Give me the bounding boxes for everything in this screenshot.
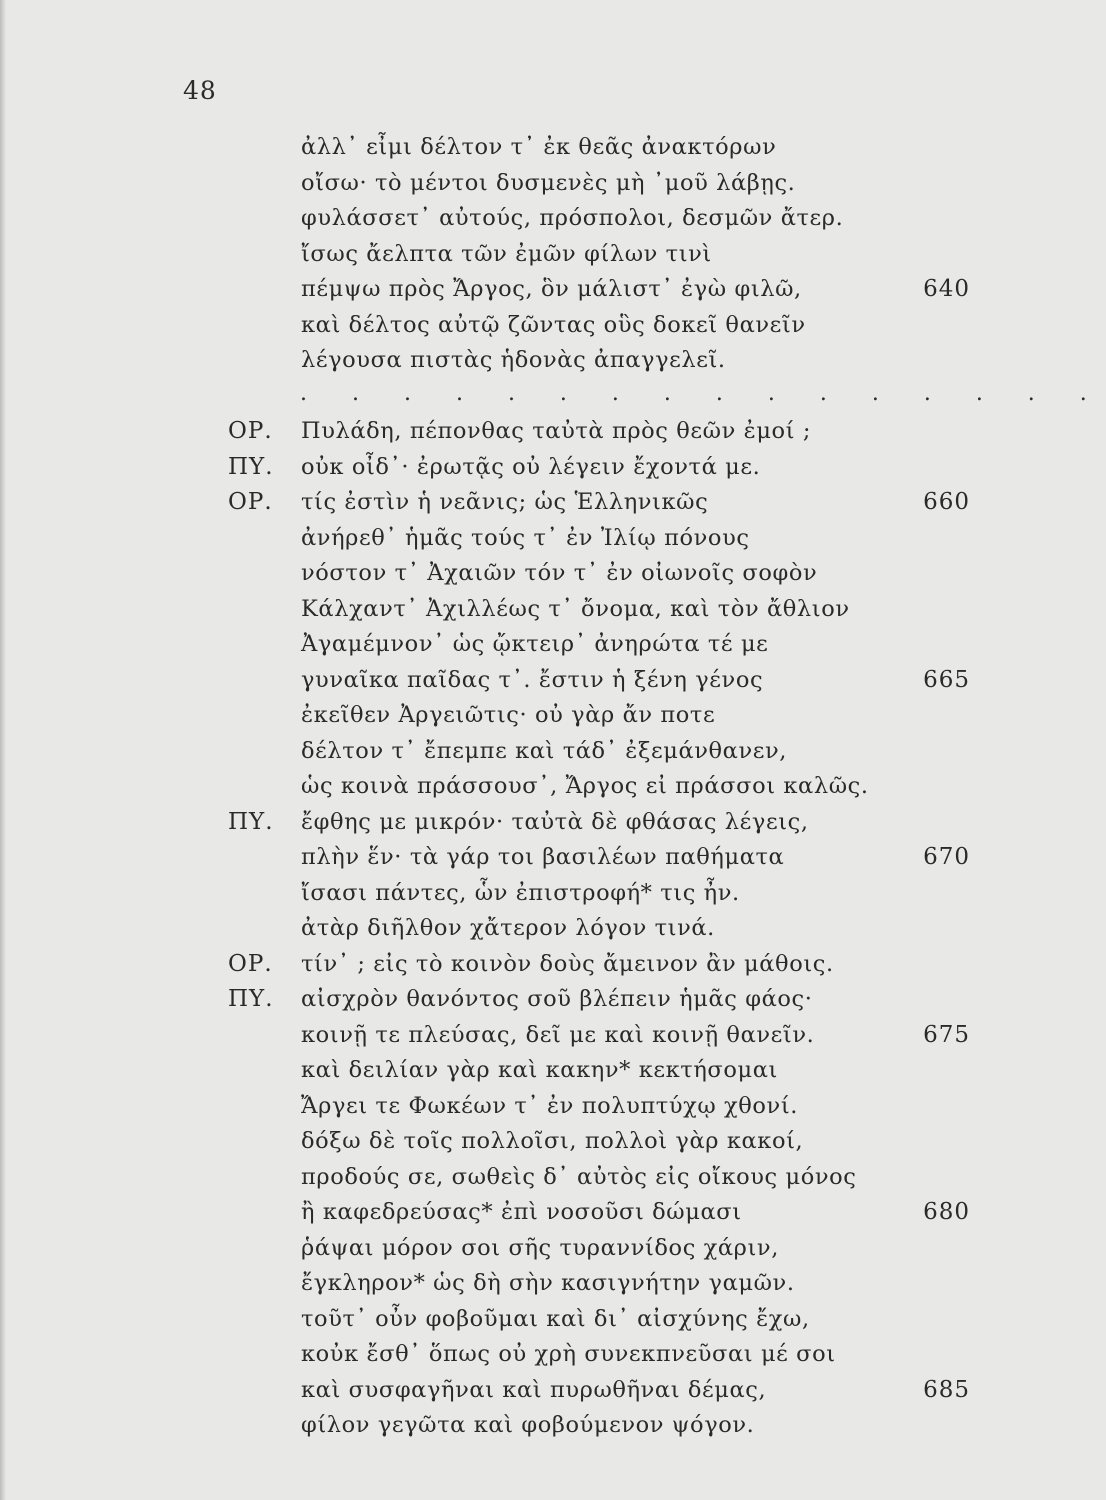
verse-text: ἔφθης με μικρόν· ταὐτὰ δὲ φθάσας λέγεις, — [301, 808, 809, 835]
verse-text: γυναῖκα παῖδας τ᾽. ἔστιν ἡ ξένη γένος — [301, 666, 764, 693]
page-number: 48 — [183, 76, 217, 105]
verse-line — [0, 199, 978, 235]
verse-line — [0, 1087, 978, 1123]
verse-text: ἔγκληρον* ὡς δὴ σὴν κασιγνήτην γαμῶν. — [301, 1270, 795, 1296]
verse-text-block — [0, 128, 1106, 1442]
verse-text: τοῦτ᾽ οὖν φοβοῦμαι καὶ δι᾽ αἰσχύνης ἔχω, — [301, 1305, 810, 1332]
verse-line — [0, 448, 978, 484]
verse-text: κοὐκ ἔσθ᾽ ὅπως οὐ χρὴ συνεκπνεῦσαι μέ σοι — [301, 1341, 836, 1367]
verse-line — [0, 1300, 978, 1336]
verse-text: πέμψω πρὸς Ἄργος, ὃν μάλιστ᾽ ἐγὼ φιλῶ, — [301, 276, 802, 302]
verse-text: νόστον τ᾽ Ἀχαιῶν τόν τ᾽ ἐν οἰωνοῖς σοφὸν — [301, 560, 818, 586]
verse-text: προδούς σε, σωθεὶς δ᾽ αὐτὸς εἰς οἴκους μόνος — [301, 1163, 857, 1190]
verse-text: φυλάσσετ᾽ αὐτούς, πρόσπολοι, δεσμῶν ἄτερ. — [301, 205, 844, 231]
verse-line — [0, 128, 978, 164]
verse-text: ἴσως ἄελπτα τῶν ἐμῶν φίλων τινὶ — [301, 240, 712, 267]
verse-line — [0, 590, 978, 626]
verse-text: φίλον γεγῶτα καὶ φοβούμενον ψόγον. — [301, 1412, 755, 1438]
verse-line — [0, 1229, 978, 1265]
verse-line — [0, 874, 978, 910]
verse-text: ἀλλ᾽ εἶμι δέλτον τ᾽ ἐκ θεᾶς ἀνακτόρων — [301, 134, 777, 160]
speaker-label: ΠΥ. — [228, 986, 274, 1012]
verse-line — [0, 838, 978, 874]
verse-line — [0, 1335, 978, 1371]
verse-line — [0, 1264, 978, 1300]
speaker-label: ΟΡ. — [228, 489, 273, 515]
verse-text: Ἀγαμέμνον᾽ ὡς ᾤκτειρ᾽ ἀνηρώτα τέ με — [301, 631, 769, 657]
verse-line — [0, 980, 978, 1016]
verse-line — [0, 341, 978, 377]
verse-line — [0, 661, 978, 697]
verse-text: Πυλάδη, πέπονθας ταὐτὰ πρὸς θεῶν ἐμοί ; — [301, 418, 812, 444]
verse-line — [0, 732, 978, 768]
verse-text: δόξω δὲ τοῖς πολλοῖσι, πολλοὶ γὰρ κακοί, — [301, 1128, 804, 1154]
verse-text: ἴσασι πάντες, ὧν ἐπιστροφή* τις ἦν. — [301, 879, 740, 906]
verse-line — [0, 1051, 978, 1087]
line-number: 675 — [923, 1021, 970, 1048]
verse-line — [0, 412, 978, 448]
verse-line — [0, 483, 978, 519]
verse-text: ἢ καφεδρεύσας* ἐπὶ νοσοῦσι δώμασι — [301, 1199, 742, 1225]
verse-text: ἀτὰρ διῆλθον χἄτερον λόγον τινά. — [301, 915, 715, 941]
verse-line — [0, 377, 1106, 413]
line-number: 685 — [923, 1376, 970, 1403]
verse-text: λέγουσα πιστὰς ἡδονὰς ἀπαγγελεῖ. — [301, 347, 726, 373]
line-number: 640 — [923, 276, 970, 302]
verse-line — [0, 554, 978, 590]
verse-text: κοινῇ τε πλεύσας, δεῖ με καὶ κοινῇ θανεῖν. — [301, 1021, 815, 1048]
speaker-label: ΠΥ. — [228, 453, 274, 480]
lacuna-dots: . . . . . . . . . . . . . . . . — [300, 380, 1106, 406]
verse-line — [0, 519, 978, 555]
verse-line — [0, 235, 978, 271]
verse-line — [0, 1122, 978, 1158]
line-number: 670 — [923, 844, 970, 870]
verse-text: οὐκ οἶδ᾽· ἐρωτᾷς οὐ λέγειν ἔχοντά με. — [301, 453, 761, 480]
verse-text: οἴσω· τὸ μέντοι δυσμενὲς μὴ ᾽μοῦ λάβῃς. — [301, 169, 796, 196]
verse-line — [0, 1193, 978, 1229]
verse-line — [0, 803, 978, 839]
speaker-label: ΟΡ. — [228, 950, 273, 977]
verse-text: καὶ δειλίαν γὰρ καὶ κακην* κεκτήσομαι — [301, 1057, 778, 1083]
verse-line — [0, 1158, 978, 1194]
line-number: 660 — [923, 489, 970, 515]
verse-line — [0, 767, 978, 803]
verse-text: καὶ δέλτος αὐτῷ ζῶντας οὓς δοκεῖ θανεῖν — [301, 311, 806, 338]
verse-line — [0, 270, 978, 306]
verse-text: ῥάψαι μόρον σοι σῆς τυραννίδος χάριν, — [301, 1234, 779, 1261]
verse-line — [0, 909, 978, 945]
line-number: 680 — [923, 1199, 970, 1225]
verse-line — [0, 306, 978, 342]
verse-line — [0, 696, 978, 732]
verse-line — [0, 164, 978, 200]
verse-text: Ἄργει τε Φωκέων τ᾽ ἐν πολυπτύχῳ χθονί. — [301, 1092, 799, 1119]
verse-line — [0, 1016, 978, 1052]
verse-text: δέλτον τ᾽ ἔπεμπε καὶ τάδ᾽ ἐξεμάνθανεν, — [301, 737, 788, 764]
verse-text: καὶ συσφαγῆναι καὶ πυρωθῆναι δέμας, — [301, 1376, 767, 1403]
verse-text: ἀνήρεθ᾽ ἡμᾶς τούς τ᾽ ἐν Ἰλίῳ πόνους — [301, 524, 750, 551]
verse-text: ἐκεῖθεν Ἀργειῶτις· οὐ γὰρ ἄν ποτε — [301, 702, 716, 728]
verse-text: αἰσχρὸν θανόντος σοῦ βλέπειν ἡμᾶς φάος· — [301, 986, 813, 1012]
speaker-label: ΠΥ. — [228, 808, 274, 835]
speaker-label: ΟΡ. — [228, 418, 273, 444]
line-number: 665 — [923, 666, 970, 693]
verse-line — [0, 625, 978, 661]
verse-line — [0, 945, 978, 981]
verse-text: τίς ἐστὶν ἡ νεᾶνις; ὡς Ἑλληνικῶς — [301, 489, 709, 515]
verse-text: τίν᾽ ; εἰς τὸ κοινὸν δοὺς ἄμεινον ἂν μάθοις. — [301, 950, 834, 977]
verse-line — [0, 1406, 978, 1442]
verse-line — [0, 1371, 978, 1407]
verse-text: ὡς κοινὰ πράσσουσ᾽, Ἄργος εἰ πράσσοι καλῶς. — [301, 773, 869, 799]
verse-text: πλὴν ἕν· τὰ γάρ τοι βασιλέων παθήματα — [301, 844, 785, 870]
verse-text: Κάλχαντ᾽ Ἀχιλλέως τ᾽ ὄνομα, καὶ τὸν ἄθλιον — [301, 595, 850, 622]
